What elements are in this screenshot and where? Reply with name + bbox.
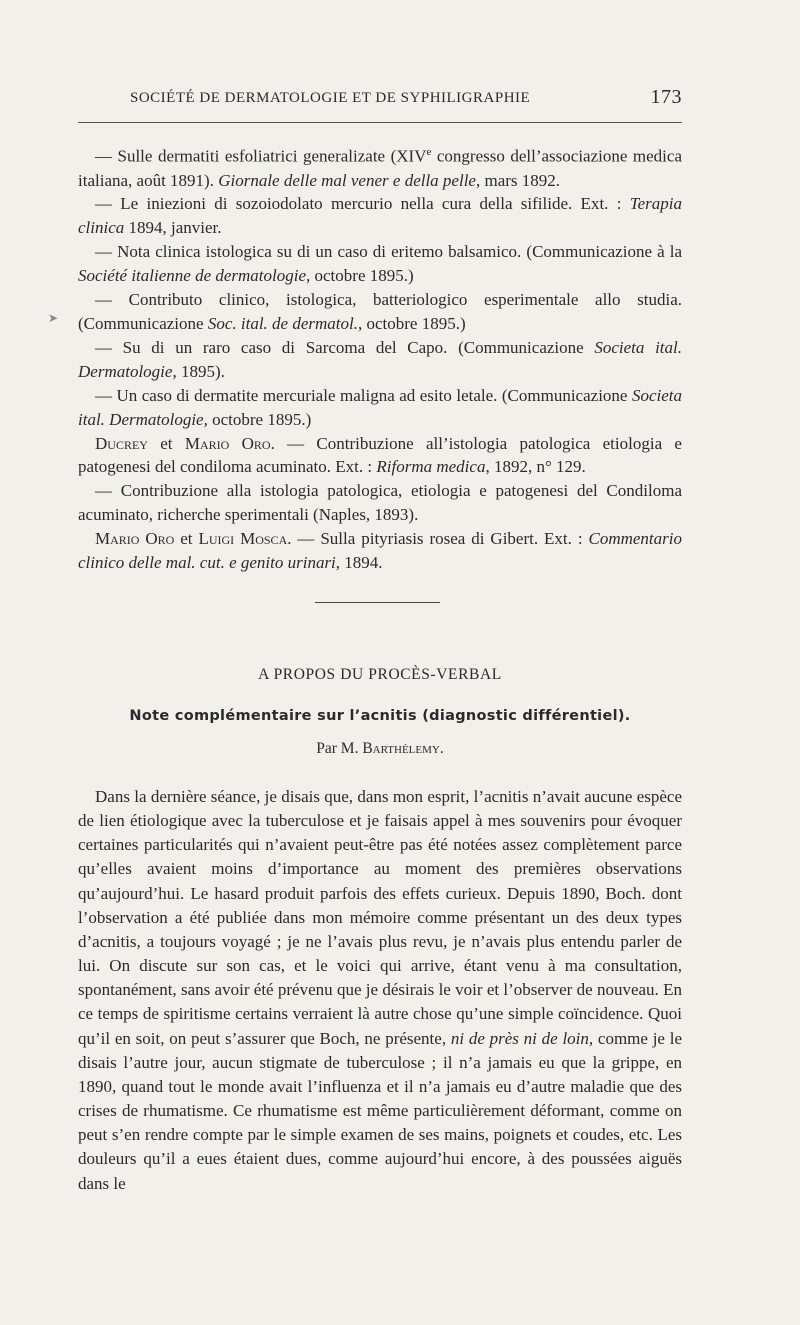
text-run: Dans la dernière séance, je disais que, dans mon esprit, l’acnitis n’avait aucune espèce de lien étiologique avec la tuberculose et je faisais appel à mes souvenirs pour évoquer certaines particularités qui n’avaient peut-être pas été notées assez complètement parce qu’elles avaient moins d’importance au moment des premières observations qu’aujourd’hui. Le hasard produit parfois des effets curieux. Depuis 1890, Boch. dont l’observation a été publiée dans mon mémoire comme présentant un des deux types d’acnitis, a toujours voyagé ; je ne l’avais plus revu, je n’avais plus entendu parler de lui. On discute sur son cas, et le voici qui arrive, étant venu à ma consultation, spontanément, sans avoir été prévenu que je désirais le voir et l’observer de nouveau. En ce temps de spiritisme certains verraient là autre chose qu’une simple coïncidence. Quoi qu’il en soit, on peut s’assurer que Boch, ne présente, [78, 787, 682, 1048]
text-run: — Su di un raro caso di Sarcoma del Capo. (Communicazione [95, 337, 595, 357]
section-separator [315, 602, 440, 603]
text-run: — Le iniezioni di sozoiodolato mercurio nella cura della sifilide. Ext. : [95, 194, 630, 214]
italic-citation: Riforma medica [376, 457, 486, 477]
text-run: octobre 1895.) [310, 266, 414, 286]
text-run: — Nota clinica istologica su di un caso di eritemo balsamico. (Communicazione à la [95, 242, 682, 262]
text-run: e [426, 146, 432, 158]
page-number: 173 [650, 86, 682, 108]
section-title: A PROPOS DU PROCÈS-VERBAL [258, 666, 502, 683]
body-text [78, 785, 682, 1196]
text-run: , 1892, n° 129. [485, 457, 586, 477]
italic-citation: Societa ital. Dermatologie, [78, 385, 682, 429]
author-name: Mario Oro [95, 529, 175, 549]
text-run: et [147, 433, 185, 453]
italic-citation: Soc. ital. de dermatol. [207, 314, 358, 333]
text-run: — Sulle dermatiti esfoliatrici generalizate (XIV [95, 146, 427, 166]
author-name: Mario Oro [184, 433, 271, 453]
author-name: Luigi Mosca [198, 529, 288, 549]
reference-entry [78, 192, 682, 240]
bibliography-references [78, 141, 682, 575]
reference-entry [78, 141, 682, 192]
text-run: , octobre 1895.) [357, 314, 466, 333]
reference-entry [78, 384, 682, 432]
italic-citation: Société italienne de dermatologie, [78, 266, 311, 286]
reference-entry [78, 432, 682, 480]
running-title: SOCIÉTÉ DE DERMATOLOGIE ET DE SYPHILIGRAPHIE [130, 90, 531, 106]
text-run: octobre 1895.) [207, 409, 312, 429]
text-run: — Contributo clinico, istologica, batteriologico esperimentale allo studia. (Communicazione [78, 290, 682, 333]
reference-entry [78, 479, 682, 527]
author-name: Barthélemy [362, 740, 440, 757]
author-suffix: . [439, 740, 444, 757]
italic-citation: Societa ital. Dermatologie [78, 337, 682, 381]
italic-citation: ni de près ni de loin, [450, 1028, 594, 1048]
reference-entry [78, 240, 682, 288]
text-run: — Un caso di dermatite mercuriale maligna ad esito letale. (Communicazione [95, 385, 632, 405]
author-prefix: Par M. [316, 740, 363, 757]
page-header [130, 86, 682, 114]
text-run: et [174, 529, 199, 549]
reference-entry [78, 336, 682, 384]
author-line [78, 740, 682, 758]
text-run: . — Contribuzione all’istologia patologica etiologia e patogenesi del condiloma acuminato. Ext. : [78, 433, 682, 477]
text-run: comme je le disais l’autre jour, aucun stigmate de tuberculose ; il n’a jamais eu que la grippe, en 1890, quand tout le monde avait l’influenza et il n’a jamais eu d’autre maladie que des crises de rhumatisme. Ce rhumatisme est même particulièrement déformant, comme on peut s’en rendre compte par le simple examen de ses mains, poignets et coudes, etc. Les douleurs qu’il a eues étaient dues, comme aujourd’hui encore, à des poussées aiguës dans le [78, 1028, 682, 1193]
reference-entry [78, 527, 682, 575]
reference-entry [78, 288, 682, 336]
text-run: congresso dell’associazione medica italiana, août 1891). [78, 146, 682, 190]
text-run: , 1895). [172, 361, 225, 381]
italic-citation: Commentario clinico delle mal. cut. e genito urinari [78, 529, 682, 573]
text-run: , mars 1892. [475, 170, 561, 190]
note-title: Note complémentaire sur l’acnitis (diagnostic différentiel). [129, 708, 631, 724]
text-run: 1894, janvier. [124, 218, 222, 238]
italic-citation: Giornale delle mal vener e della pelle [218, 170, 476, 190]
text-run: . — Sulla pityriasis rosea di Gibert. Ext. : [287, 529, 589, 549]
text-run: — Contribuzione alla istologia patologica, etiologia e patogenesi del Condiloma acuminato, richerche sperimentali (Naples, 1893). [78, 481, 682, 525]
margin-mark: ➤ [48, 311, 59, 325]
text-run: , 1894. [335, 553, 383, 573]
author-name: Ducrey [95, 433, 148, 453]
italic-citation: Terapia clinica [78, 194, 682, 238]
header-rule [78, 122, 682, 123]
body-paragraph [78, 785, 682, 1196]
